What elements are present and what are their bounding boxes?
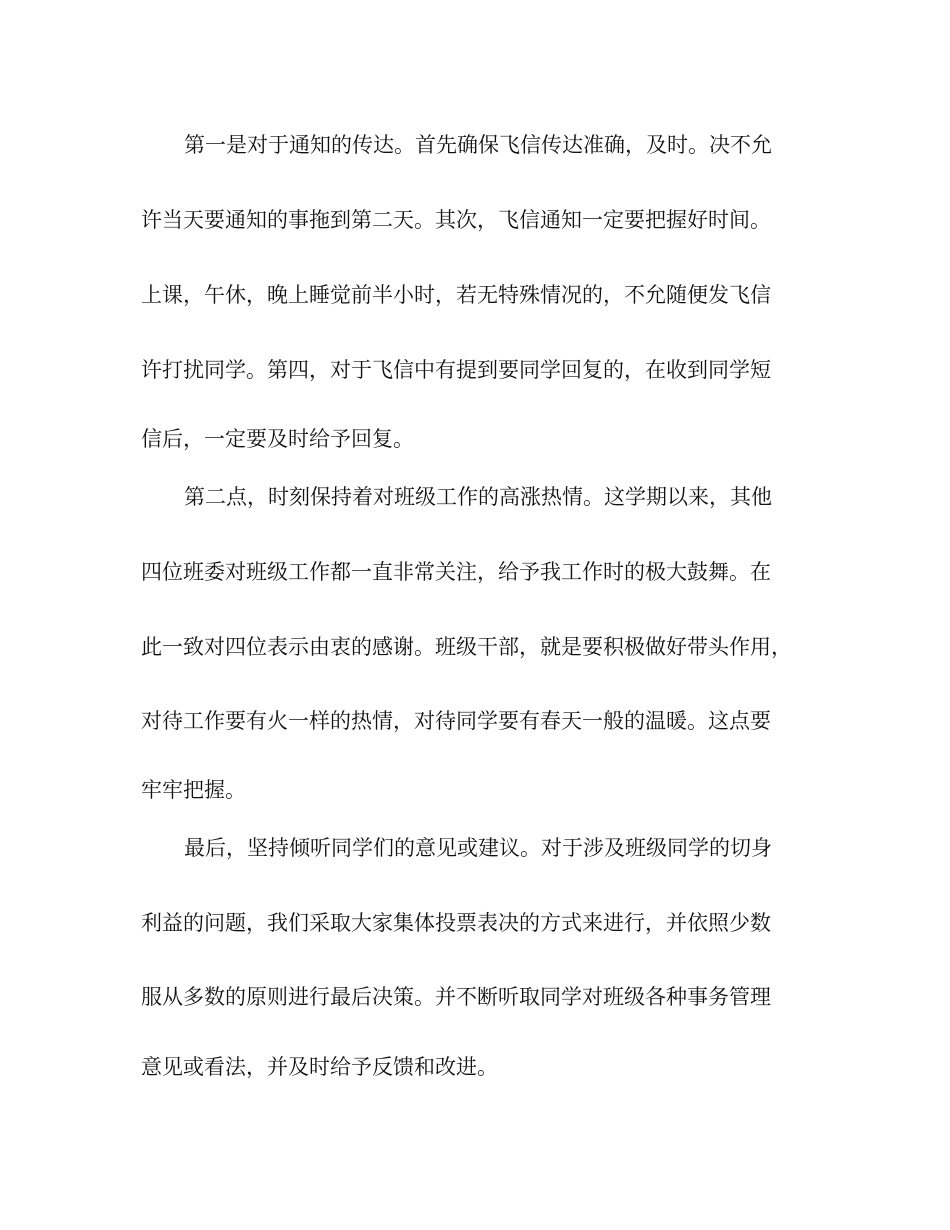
text-line: 第二点，时刻保持着对班级工作的高涨热情。这学期以来，其他 (184, 485, 772, 509)
text-line: 服从多数的原则进行最后决策。并不断听取同学对班级各种事务管理 (141, 985, 771, 1009)
text-line: 此一致对四位表示由衷的感谢。班级干部，就是要积极做好带头作用， (141, 635, 792, 659)
text-line: 最后，坚持倾听同学们的意见或建议。对于涉及班级同学的切身 (184, 836, 772, 860)
text-line: 许当天要通知的事拖到第二天。其次，飞信通知一定要把握好时间。 (141, 208, 771, 232)
text-line: 许打扰同学。第四，对于飞信中有提到要同学回复的，在收到同学短 (141, 358, 771, 382)
text-line: 信后，一定要及时给予回复。 (141, 427, 414, 451)
text-line: 上课，午休，晚上睡觉前半小时，若无特殊情况的，不允随便发飞信 (141, 283, 771, 307)
text-line: 意见或看法，并及时给予反馈和改进。 (141, 1055, 498, 1079)
text-line: 牢牢把握。 (141, 778, 246, 802)
text-line: 利益的问题，我们采取大家集体投票表决的方式来进行，并依照少数 (141, 911, 771, 935)
text-line: 四位班委对班级工作都一直非常关注，给予我工作时的极大鼓舞。在 (141, 560, 771, 584)
text-line: 第一是对于通知的传达。首先确保飞信传达准确，及时。决不允 (184, 133, 772, 157)
text-line: 对待工作要有火一样的热情，对待同学要有春天一般的温暖。这点要 (141, 709, 771, 733)
